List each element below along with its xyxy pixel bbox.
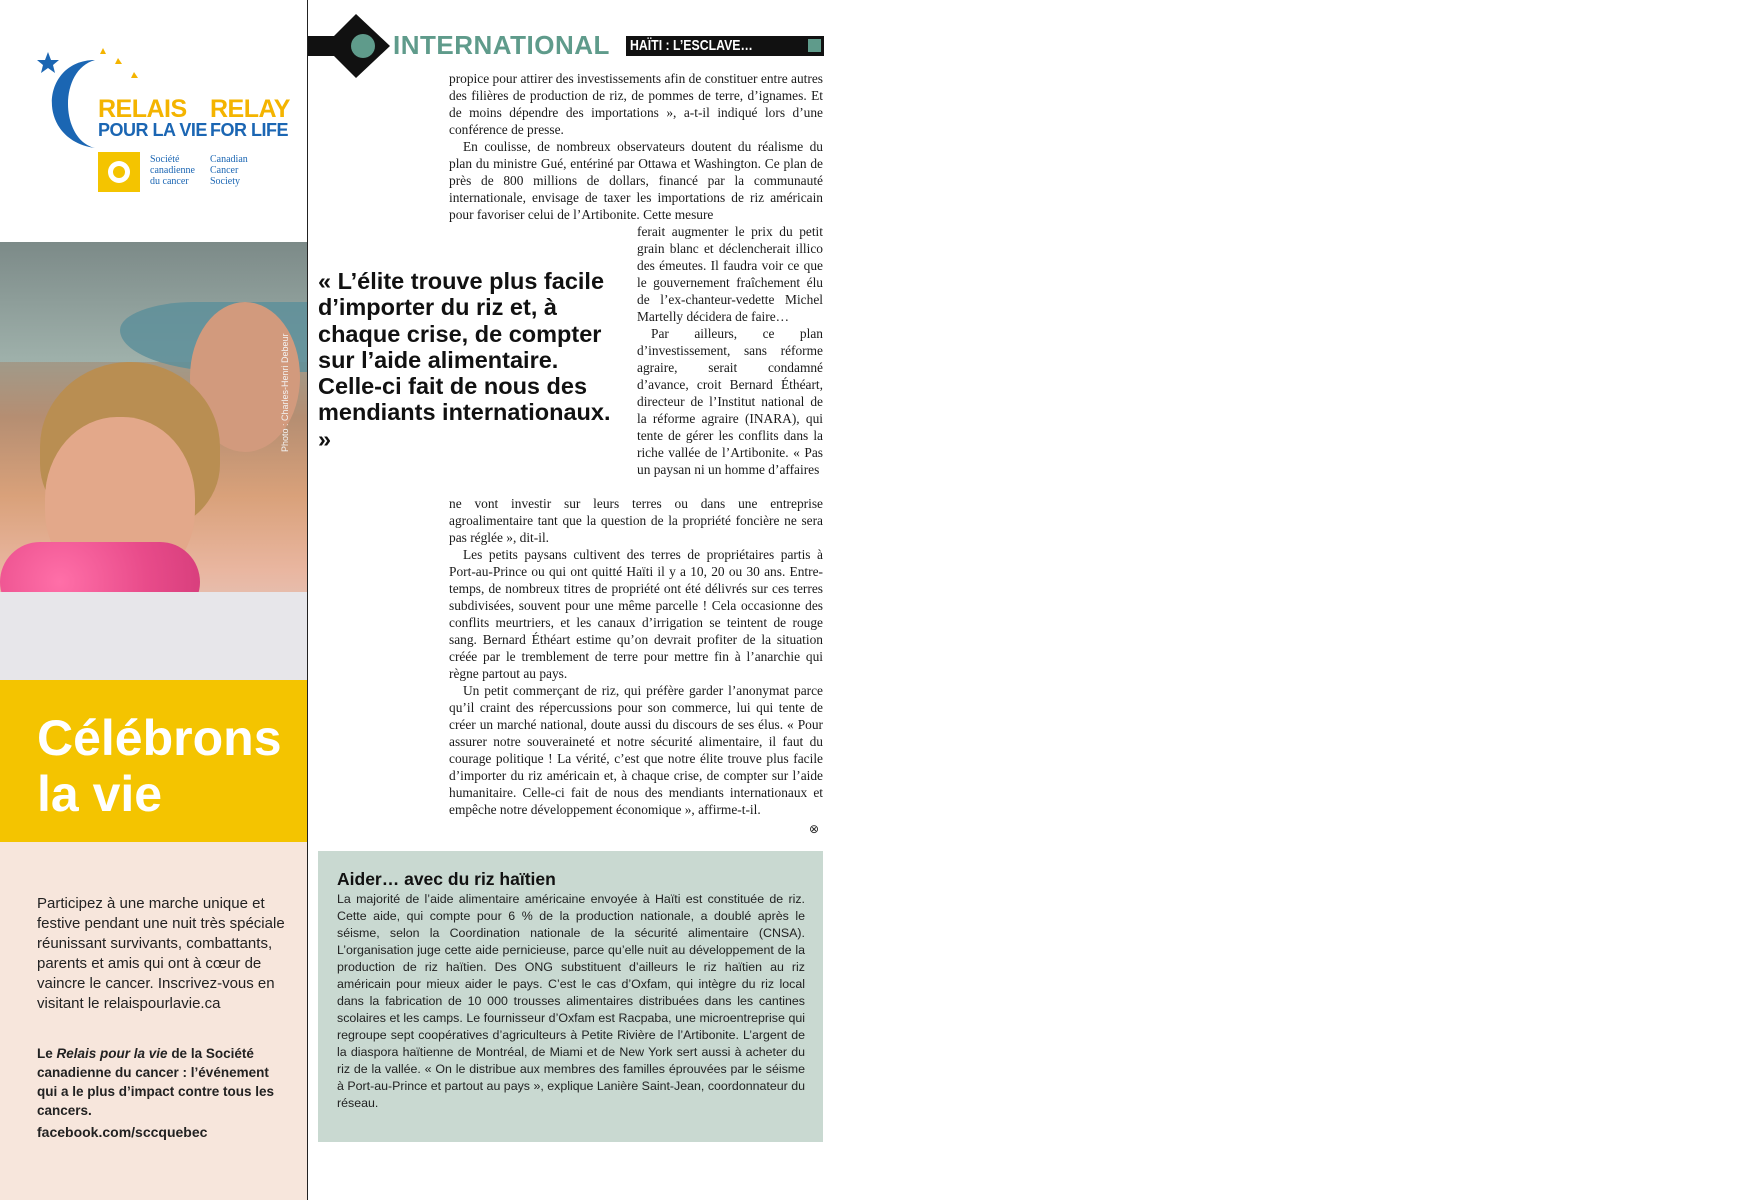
- paragraph: Par ailleurs, ce plan d’investissement, sans réforme agraire, serait condamné d’avance, croit Bernard Éthéart, directeur de l’Institut national de la réforme agraire (INARA), qui tente de gérer les conflits dans la riche vallée de l’Artibonite. « Pas un paysan ni un homme d’affaires: [637, 326, 823, 477]
- sidebar-body: La majorité de l’aide alimentaire américaine envoyée à Haïti est constituée de riz. Cette aide, qui compte pour 6 % de la production nationale, a doublé après le séisme, selon la Coordination nationale de la sécurité alimentaire (CNSA). L’organisation juge cette aide pernicieuse, parce qu’elle nuit au développement de la production de riz haïtien. Des ONG substituent d’ailleurs le riz haïtien au riz américain pour mieux aider le pays. C’est le cas d’Oxfam, qui intègre du riz local dans la fabrication de 10 000 trousses alimentaires distribuées dans les cantines scolaires et les camps. Le fournisseur d’Oxfam est Racpaba, une microentreprise qui regroupe sept coopératives d’agriculteurs à Petite Rivière de l’Artibonite. L’argent de la diaspora haïtienne de Montréal, de Miami et de New York sert aussi à acheter du riz de la vallée. « On le distribue aux membres des familles éprouvées par le séisme à Port-au-Prince et partout au pays », explique Lanière Saint-Jean, coordonnateur du réseau.: [337, 892, 805, 1110]
- paragraph: Un petit commerçant de riz, qui préfère garder l’anonymat parce qu’il craint des répercussions pour son commerce, lui qui tente de créer un marché national, doute aussi du discours de ses élus. « Pour assurer notre souveraineté et notre sécurité alimentaire, il faut du courage politique ! La vérité, c’est que notre élite trouve plus facile d’importer du riz américain et, à chaque crise, de compter sur l’aide humanitaire. Celle-ci fait de nous des mendiants internationaux et empêche notre développement économique », affirme-t-il.: [449, 683, 823, 817]
- end-of-article-icon: ⊗: [809, 822, 820, 836]
- ad-text-block: [0, 842, 307, 1200]
- logo-for-life: FOR LIFE: [210, 120, 288, 140]
- logo-org-en: Canadian Cancer Society: [210, 154, 248, 187]
- article-block-2: [637, 223, 823, 478]
- sidebar-title: Aider… avec du riz haïtien: [337, 869, 556, 889]
- paragraph: En coulisse, de nombreux observateurs doutent du réalisme du plan du ministre Gué, entériné par Ottawa et Washington. Ce plan de près de 800 millions de dollars, financé par la communauté internationale, envisage de taxer les importations de riz américain pour favoriser celui de l’Artibonite. Cette mesure: [449, 139, 823, 222]
- paragraph: ferait augmenter le prix du petit grain blanc et déclencherait illico des émeutes. Il faudra voir ce que le gouvernement fraîchement élu de l’ex-chanteur-vedette Michel Martelly décidera de faire…: [637, 224, 823, 324]
- relay-for-life-ad: [0, 0, 307, 1200]
- logo-pour-la-vie: POUR LA VIE: [98, 120, 207, 140]
- facebook-link[interactable]: facebook.com/sccquebec: [37, 1124, 208, 1140]
- ad-slogan: Célébrons la vie: [37, 710, 282, 822]
- column-divider: [307, 0, 308, 1200]
- kicker-square-icon: [808, 39, 821, 52]
- slogan-band: [0, 680, 307, 842]
- photo-credit: Photo : Charles-Henri Debeur: [280, 333, 290, 452]
- sidebar-box: [318, 851, 823, 1142]
- section-arrow-icon: [308, 12, 390, 80]
- logo-org-fr: Société canadienne du cancer: [150, 154, 195, 187]
- paragraph: Les petits paysans cultivent des terres de propriétaires partis à Port-au-Prince ou qui ont quitté Haïti il y a 10, 20 ou 30 ans. Entre-temps, de nombreux titres de propriété ont été délivrés sur ces terres subdivisées, souvent pour une même parcelle ! Cela occasionne des conflits meurtriers, et les canaux d’irrigation se teintent de rouge sang. Bernard Éthéart estime qu’on devrait profiter de la situation créée par le tremblement de terre pour mettre fin à l’anarchie qui règne partout au pays.: [449, 547, 823, 681]
- ad-body: Participez à une marche unique et festive pendant une nuit très spéciale réunissant survivants, combattants, parents et amis qui ont à cœur de vaincre le cancer. Inscrivez-vous en visitant le relaispourlavie.ca: [37, 895, 285, 1012]
- ad-tagline: Le Relais pour la vie de la Société canadienne du cancer : l’événement qui a le plus d’impact contre tous les cancers.: [37, 1046, 275, 1118]
- logo-relais: RELAIS: [98, 95, 187, 123]
- kicker-text: HAÏTI : L’ESCLAVE…: [630, 37, 753, 54]
- section-label: INTERNATIONAL: [393, 30, 610, 60]
- pull-quote: « L’élite trouve plus facile d’importer du riz et, à chaque crise, de compter sur l’aide alimentaire. Celle-ci fait de nous des mendiants internationaux. »: [318, 268, 611, 452]
- relay-for-life-logo: [0, 0, 307, 242]
- article-block-1: [449, 70, 823, 223]
- ad-photo: [0, 242, 307, 680]
- paragraph: propice pour attirer des investissements afin de constituer entre autres des filières de production de riz, de pommes de terre, d’ignames. Et de moins dépendre des importations », a-t-il indiqué lors d’une conférence de presse.: [449, 71, 823, 137]
- story-kicker: [626, 36, 824, 56]
- paragraph: ne vont investir sur leurs terres ou dans une entreprise agroalimentaire tant que la question de la propriété foncière ne sera pas réglée », dit-il.: [449, 496, 823, 545]
- logo-relay: RELAY: [210, 95, 290, 123]
- article-block-3: [449, 495, 823, 818]
